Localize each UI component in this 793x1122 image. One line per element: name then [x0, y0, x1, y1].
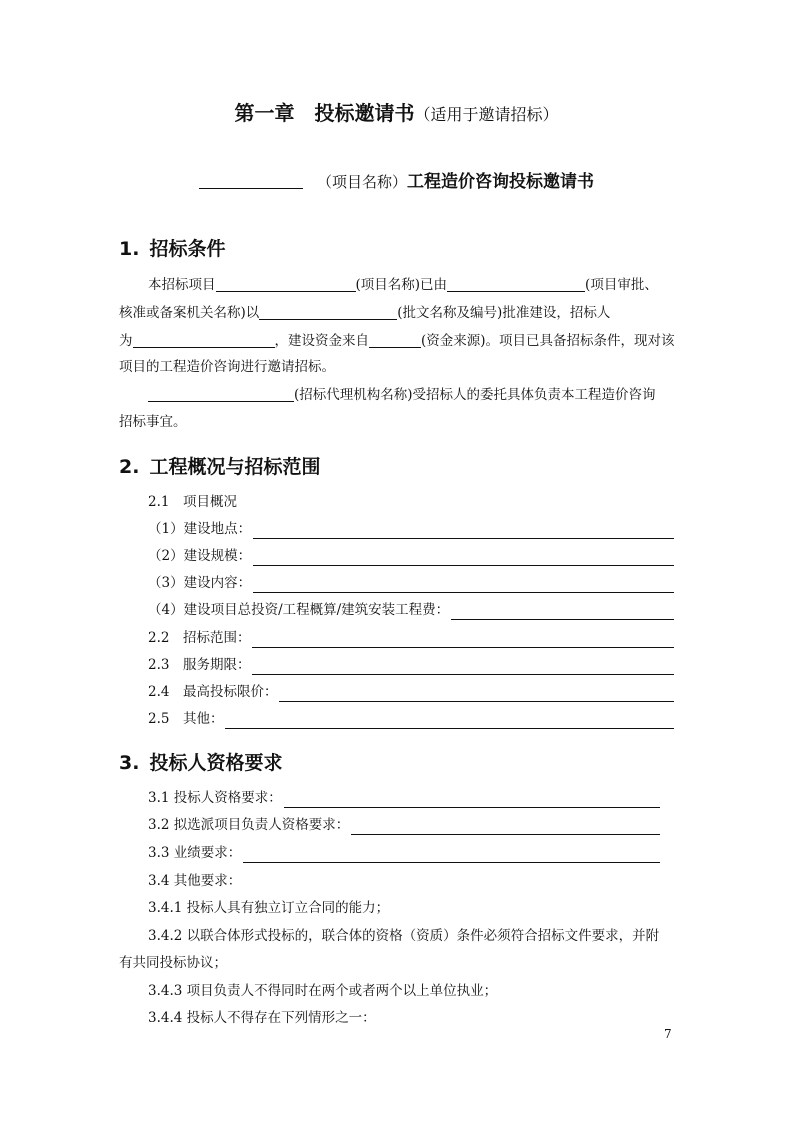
- item-label: （4）建设项目总投资/工程概算/建筑安装工程费：: [148, 602, 450, 618]
- paragraph-line: [119, 275, 704, 295]
- list-item: [148, 981, 668, 1001]
- text-run: 本招标项目: [148, 277, 216, 293]
- section-3-number: 3.: [119, 752, 140, 774]
- fill-line: [253, 550, 674, 566]
- form-row: [148, 600, 674, 620]
- item-label: 3.1 投标人资格要求：: [148, 790, 282, 806]
- paragraph-line: [119, 412, 675, 432]
- blank-field: [369, 333, 421, 348]
- form-row: [148, 788, 660, 808]
- chapter-title-note: （适用于邀请招标）: [414, 105, 559, 124]
- fill-line: [252, 632, 674, 648]
- fill-line: [451, 604, 674, 620]
- text-run: 招标事宜。: [119, 414, 187, 430]
- item-label: 2.5 其他：: [148, 711, 224, 727]
- text-run: 核准或备案机关名称)以: [119, 305, 260, 321]
- blank-field: [148, 387, 294, 402]
- fill-line: [279, 686, 674, 702]
- item-label: 2.4 最高投标限价：: [148, 684, 278, 700]
- form-row: [148, 682, 674, 702]
- paragraph-line: [119, 303, 675, 323]
- paragraph-line: [119, 331, 675, 351]
- text-run: (资金来源)。项目已具备招标条件，现对该: [421, 333, 675, 349]
- item-label: 3.4 其他要求：: [148, 873, 242, 889]
- form-row: [148, 573, 674, 593]
- section-1-heading: [119, 234, 225, 261]
- item-label: 3.4.3 项目负责人不得同时在两个或者两个以上单位执业；: [148, 983, 498, 999]
- chapter-title-main: 第一章 投标邀请书: [234, 101, 415, 125]
- section-2-number: 2.: [119, 456, 140, 478]
- list-item: [148, 871, 548, 891]
- page-number: 7: [664, 1027, 672, 1041]
- fill-line: [351, 819, 660, 835]
- form-row: [148, 628, 674, 648]
- fill-line: [252, 659, 674, 675]
- item-label: 3.4.2 以联合体形式投标的，联合体的资格（资质）条件必须符合招标文件要求，并附: [148, 928, 660, 944]
- paragraph-line: [119, 357, 675, 377]
- text-run: (批文名称及编号)批准建设，招标人: [397, 305, 611, 321]
- fill-line: [253, 523, 674, 539]
- text-run: 项目的工程造价咨询进行邀请招标。: [119, 359, 335, 375]
- blank-field: [216, 277, 356, 292]
- list-item: [119, 953, 519, 973]
- section-3-heading: [119, 748, 282, 775]
- item-label: （3）建设内容：: [148, 575, 252, 591]
- section-1-title: 招标条件: [149, 238, 226, 260]
- item-label: 3.3 业绩要求：: [148, 845, 242, 861]
- item-label: 3.2 拟选派项目负责人资格要求：: [148, 817, 350, 833]
- list-item: [148, 1008, 648, 1028]
- list-item: [148, 492, 448, 512]
- fill-line: [225, 713, 674, 729]
- text-run: 为: [119, 333, 133, 349]
- fill-line: [253, 577, 674, 593]
- subtitle-paren: （项目名称）: [316, 173, 407, 191]
- section-2-heading: [119, 452, 320, 479]
- blank-field: [133, 333, 275, 348]
- fill-line: [243, 847, 660, 863]
- blank-field: [259, 305, 397, 320]
- list-item: [148, 898, 668, 918]
- item-label: 2.3 服务期限：: [148, 657, 251, 673]
- text-run: (招标代理机构名称)受招标人的委托具体负责本工程造价咨询: [294, 387, 656, 403]
- item-label: 2.2 招标范围：: [148, 630, 251, 646]
- chapter-title: [0, 97, 793, 126]
- form-row: [148, 519, 674, 539]
- blank-field: [447, 277, 585, 292]
- fill-line: [284, 792, 660, 808]
- text-run: (项目名称)已由: [355, 277, 448, 293]
- item-label: 3.4.4 投标人不得存在下列情形之一：: [148, 1010, 376, 1026]
- form-row: [148, 655, 674, 675]
- form-row: [148, 815, 660, 835]
- item-label: （2）建设规模：: [148, 548, 252, 564]
- item-label: （1）建设地点：: [148, 521, 252, 537]
- item-label: 有共同投标协议；: [119, 955, 227, 971]
- list-item: [148, 926, 676, 946]
- text-run: (项目审批、: [585, 277, 658, 293]
- section-2-title: 工程概况与招标范围: [149, 456, 321, 478]
- item-label: 3.4.1 投标人具有独立订立合同的能力；: [148, 900, 390, 916]
- form-row: [148, 709, 674, 729]
- section-1-number: 1.: [119, 238, 140, 260]
- document-subtitle: [0, 167, 793, 192]
- item-label: 2.1 项目概况: [148, 494, 237, 510]
- text-run: ，建设资金来自: [274, 333, 369, 349]
- section-3-title: 投标人资格要求: [149, 752, 283, 774]
- paragraph-line: [119, 385, 704, 405]
- form-row: [148, 843, 660, 863]
- subtitle-text: 工程造价咨询投标邀请书: [407, 172, 594, 192]
- form-row: [148, 546, 674, 566]
- project-name-blank: [199, 188, 303, 189]
